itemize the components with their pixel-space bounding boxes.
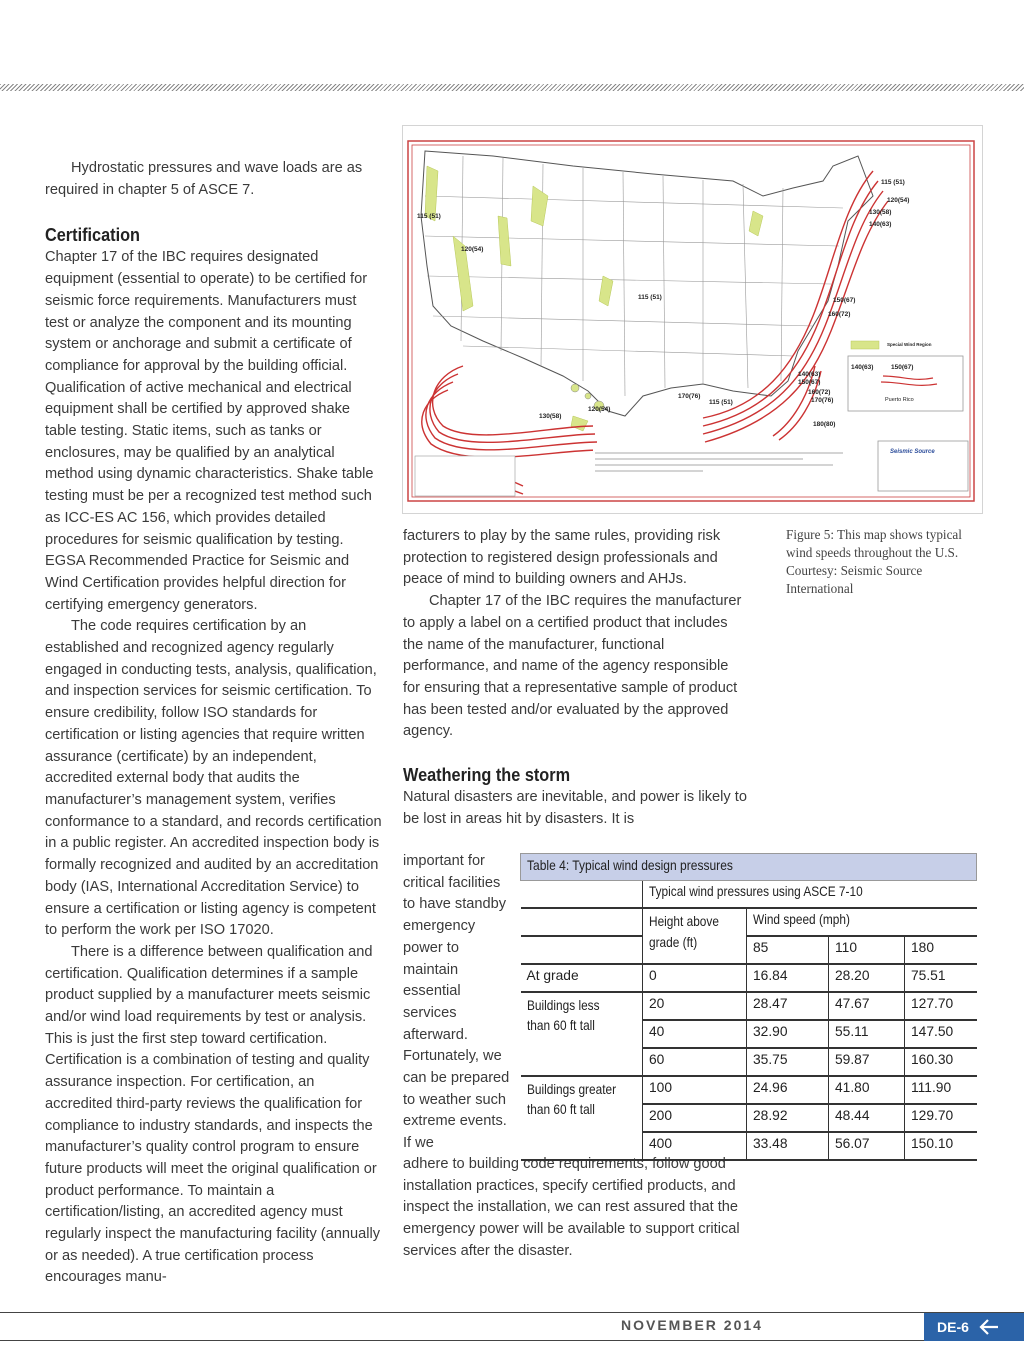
certification-paragraph-2: The code requires certification by an established and recognized agency regularly engaged in conducting tests, analysis, qualification, and inspection services for seismic certification. To ensure credibility, follow ISO standards for certification or listing agencies that require written assurance (certificate) by an independent, accredited external body that audits the manufacturer’s management system, verifies conformance to a standard, and records certification in a public register. An accredited inspection body is formally recognized and audited by an accreditation body (IAS, International Accreditation Service) to ensure a certification or listing agency is competent to perform the work per ISO 17020. [45,618,382,939]
table-row: 60 35.75 59.87 160.30 [521,1048,977,1076]
map-label: 130(58) [539,413,562,420]
issue-date: NOVEMBER 2014 [621,1317,763,1333]
map-label: 120(54) [887,197,910,204]
special-wind-legend: Special Wind Region [887,342,932,347]
table-group-header: Typical wind pressures using ASCE 7-10 [643,881,977,909]
speed-180: 180 [905,936,977,964]
map-label: 150(67) [891,364,914,371]
puerto-rico-label: Puerto Rico [885,397,914,403]
speed-header: Wind speed (mph) [747,908,977,936]
page-number-tab[interactable] [924,1313,1024,1341]
middle-closing [403,1154,748,1263]
middle-paragraph-4: adhere to building code requirements, follow good installation practices, specify certified products, and inspect the installation, we can rest assured that the emergency power will be available to support critical services after the disaster. [403,1156,740,1259]
wind-pressure-table [520,853,977,1161]
map-label: 150(67) [833,297,856,304]
map-label: 130(58) [869,209,892,216]
map-label: 170(76) [811,397,834,404]
table-row: 40 32.90 55.11 147.50 [521,1020,977,1048]
weathering-heading: Weathering the storm [403,764,571,786]
speed-110: 110 [829,936,905,964]
table-wrap-text [403,851,513,1155]
map-label: 115 (51) [638,294,662,301]
map-label: 140(63) [798,371,821,378]
map-label: 150(67) [798,379,821,386]
middle-paragraph-3: Natural disasters are inevitable, and power is likely to be lost in areas hit by disasters. It is [403,789,747,827]
middle-wrap-paragraph: important for critical facilities to have standby emergency power to maintain essential services afterward. Fortunately, we can be prepared to weather such extreme events. If we [403,853,510,1152]
table-row: 400 33.48 56.07 150.10 [521,1132,977,1160]
table-row: Buildings greater than 60 ft tall 100 24.96 41.80 111.90 [521,1076,977,1104]
map-label: 115 (51) [709,399,733,406]
table-row: At grade 0 16.84 28.20 75.51 [521,964,977,992]
speed-85: 85 [747,936,829,964]
wind-speed-map [402,125,983,514]
map-label: 140(63) [869,221,892,228]
left-column [45,158,383,1289]
map-label: 140(63) [851,364,874,371]
table-caption: Table 4: Typical wind design pressures [521,854,977,881]
map-label: 115 (51) [417,213,441,220]
back-arrow-icon[interactable] [978,1317,1000,1337]
map-label: 160(72) [828,311,851,318]
header-hatch-rule [0,84,1024,91]
table-row: 200 28.92 48.44 129.70 [521,1104,977,1132]
map-label: 160(72) [808,389,831,396]
page-number: DE-6 [937,1319,969,1335]
figure-caption: Figure 5: This map shows typical wind speeds throughout the U.S. Courtesy: Seismic Source International [786,527,962,596]
map-label: 120(54) [461,246,484,253]
map-label: 120(54) [588,406,611,413]
table-row: Buildings less than 60 ft tall 20 28.47 47.67 127.70 [521,992,977,1020]
certification-paragraph-3: There is a difference between qualification and certification. Qualification determines if a sample product supplied by a manufacturer meets seismic and/or wind load requirements by test or analysis. This is just the first step toward certification. Certification is a combination of testing and quality assurance inspection. For certification, an accredited third-party reviews the qualification for compliance to industry standards, and inspects the manufacturer’s quality control program to ensure future products will meet the original qualification or product performance. To maintain a certification/listing, an accredited agency must regularly inspect the manufacturing facility (annually or as needed). A true certification process encourages manu- [45,943,381,1286]
footer-rule-bottom [0,1340,1024,1341]
certification-heading: Certification [45,224,140,246]
certification-paragraph-1: Chapter 17 of the IBC requires designated equipment (essential to operate) to be certified for seismic force requirements. Manufacturers must test or analyze the component and its mounting system or anchorage and submit a certificate of compliance for approval by the building official. Qualification of active mechanical and electrical equipment shall be certified by approved shake table testing. Static items, such as tanks or enclosures, may be qualified by an analytical method using dynamic characteristics. Shake table testing must be per a recognized test method such as ICC-ES AC 156, which provides detailed procedures for seismic qualification by testing. EGSA Recommended Practice for Seismic and Wind Certification provides helpful direction for certifying emergency generators. [45,249,374,613]
intro-paragraph: Hydrostatic pressures and wave loads are as required in chapter 5 of ASCE 7. [45,160,363,198]
wind-map-graphic [403,126,982,513]
map-label: 115 (51) [881,179,905,186]
middle-paragraph-2: Chapter 17 of the IBC requires the manufacturer to apply a label on a certified product that includes the name of the manufacturer, functional performance, and name of the agency responsible for ensuring that a representative sample of product has been tested and/or evaluated by the approved agency. [403,593,742,740]
height-header: Height above grade (ft) [643,908,747,964]
seismic-source-logo: Seismic Source [890,449,935,455]
map-label: 170(76) [678,393,701,400]
middle-paragraph-1: facturers to play by the same rules, providing risk protection to registered design professionals and peace of mind to building owners and AHJs. [403,528,721,588]
map-label: 180(80) [813,421,836,428]
footer-rule-top [0,1312,1024,1313]
middle-column [403,526,748,830]
